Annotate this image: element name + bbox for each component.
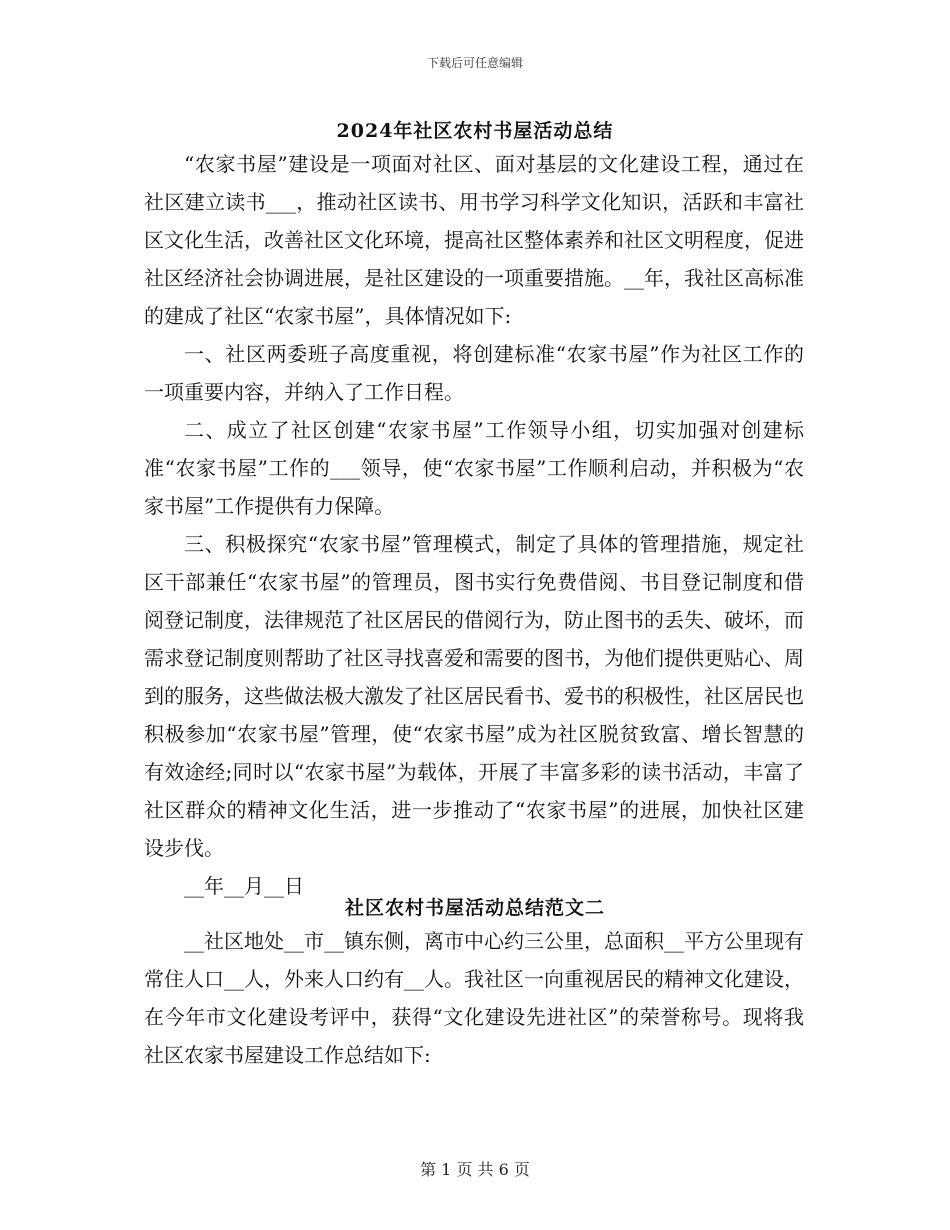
section2-title: 社区农村书屋活动总结范文二 <box>344 897 605 919</box>
paragraph: 三、积极探究“农家书屋”管理模式，制定了具体的管理措施，规定社区干部兼任“农家书屋”的管理员，图书实行免费借阅、书目登记制度和借阅登记制度，法律规范了社区居民的借阅行为，防止图书的丢失、破坏，而需求登记制度则帮助了社区寻找喜爱和需要的图书，为他们提供更贴心、周到的服务，这些做法极大激发了社区居民看书、爱书的积极性，社区居民也积极参加“农家书屋”管理，使“农家书屋”成为社区脱贫致富、增长智慧的有效途经;同时以“农家书屋”为载体，开展了丰富多彩的读书活动，丰富了社区群众的精神文化生活，进一步推动了“农家书屋”的进展，加快社区建设步伐。 <box>144 532 804 860</box>
paragraph: 一、社区两委班子高度重视，将创建标准“农家书屋”作为社区工作的一项重要内容，并纳入了工作日程。 <box>144 342 804 404</box>
paragraph: __社区地处__市__镇东侧，离市中心约三公里，总面积__平方公里现有常住人口__人，外来人口约有__人。我社区一向重视居民的精神文化建设，在今年市文化建设考评中，获得“文化建设先进社区”的荣誉称号。现将我社区农家书屋建设工作总结如下: <box>144 929 804 1067</box>
date-line: __年__月__日 <box>184 874 304 898</box>
document-title: 2024年社区农村书屋活动总结 <box>336 120 614 142</box>
page-footer: 第 1 页 共 6 页 <box>420 1160 530 1179</box>
section2-body <box>144 922 804 1074</box>
header-note: 下载后可任意编辑 <box>426 56 523 70</box>
section1-body <box>144 145 804 905</box>
paragraph: 二、成立了社区创建“农家书屋”工作领导小组，切实加强对创建标准“农家书屋”工作的___领导，使“农家书屋”工作顺利启动，并积极为“农家书屋”工作提供有力保障。 <box>144 418 804 518</box>
paragraph: “农家书屋”建设是一项面对社区、面对基层的文化建设工程，通过在社区建立读书___，推动社区读书、用书学习科学文化知识，活跃和丰富社区文化生活，改善社区文化环境，提高社区整体素养和社区文明程度，促进社区经济社会协调进展，是社区建设的一项重要措施。__年，我社区高标准的建成了社区“农家书屋”，具体情况如下: <box>144 152 804 328</box>
